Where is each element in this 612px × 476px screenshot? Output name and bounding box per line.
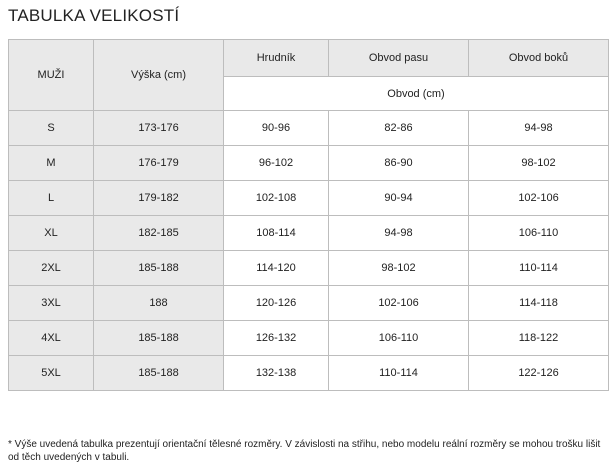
height-header: Výška (cm): [94, 40, 224, 111]
table-row: [9, 111, 609, 146]
waist-cell: 106-110: [329, 321, 469, 356]
table-row: [9, 321, 609, 356]
table-row: [9, 181, 609, 216]
size-cell: XL: [9, 216, 94, 251]
circumference-subheader: Obvod (cm): [224, 77, 609, 111]
corner-header: MUŽI: [9, 40, 94, 111]
hips-cell: 106-110: [469, 216, 609, 251]
height-cell: 179-182: [94, 181, 224, 216]
table-row: [9, 251, 609, 286]
size-cell: S: [9, 111, 94, 146]
chest-cell: 108-114: [224, 216, 329, 251]
height-cell: 185-188: [94, 251, 224, 286]
hips-cell: 102-106: [469, 181, 609, 216]
chest-cell: 96-102: [224, 146, 329, 181]
height-cell: 185-188: [94, 321, 224, 356]
chest-cell: 90-96: [224, 111, 329, 146]
size-cell: 3XL: [9, 286, 94, 321]
waist-cell: 94-98: [329, 216, 469, 251]
waist-cell: 86-90: [329, 146, 469, 181]
chest-cell: 114-120: [224, 251, 329, 286]
height-cell: 176-179: [94, 146, 224, 181]
size-cell: L: [9, 181, 94, 216]
table-row: [9, 146, 609, 181]
chest-cell: 120-126: [224, 286, 329, 321]
size-cell: M: [9, 146, 94, 181]
waist-cell: 82-86: [329, 111, 469, 146]
table-row: [9, 286, 609, 321]
hips-cell: 98-102: [469, 146, 609, 181]
size-cell: 5XL: [9, 356, 94, 391]
chest-cell: 102-108: [224, 181, 329, 216]
hips-cell: 110-114: [469, 251, 609, 286]
height-cell: 185-188: [94, 356, 224, 391]
size-cell: 2XL: [9, 251, 94, 286]
height-cell: 182-185: [94, 216, 224, 251]
waist-cell: 98-102: [329, 251, 469, 286]
chest-cell: 126-132: [224, 321, 329, 356]
hips-cell: 122-126: [469, 356, 609, 391]
hips-cell: 94-98: [469, 111, 609, 146]
waist-cell: 90-94: [329, 181, 469, 216]
hips-cell: 118-122: [469, 321, 609, 356]
height-cell: 173-176: [94, 111, 224, 146]
hips-cell: 114-118: [469, 286, 609, 321]
waist-header: Obvod pasu: [329, 40, 469, 77]
height-cell: 188: [94, 286, 224, 321]
table-row: [9, 356, 609, 391]
footnote: * Výše uvedená tabulka prezentují orientační tělesné rozměry. V závislosti na střihu, nebo modelu reální rozměry se mohou trošku lišit od těch uvedených v tabuli.: [8, 439, 601, 463]
waist-cell: 110-114: [329, 356, 469, 391]
page-title: TABULKA VELIKOSTÍ: [8, 6, 180, 25]
size-chart-table: [8, 39, 609, 391]
chest-header: Hrudník: [224, 40, 329, 77]
chest-cell: 132-138: [224, 356, 329, 391]
hips-header: Obvod boků: [469, 40, 609, 77]
waist-cell: 102-106: [329, 286, 469, 321]
size-cell: 4XL: [9, 321, 94, 356]
table-row: [9, 216, 609, 251]
